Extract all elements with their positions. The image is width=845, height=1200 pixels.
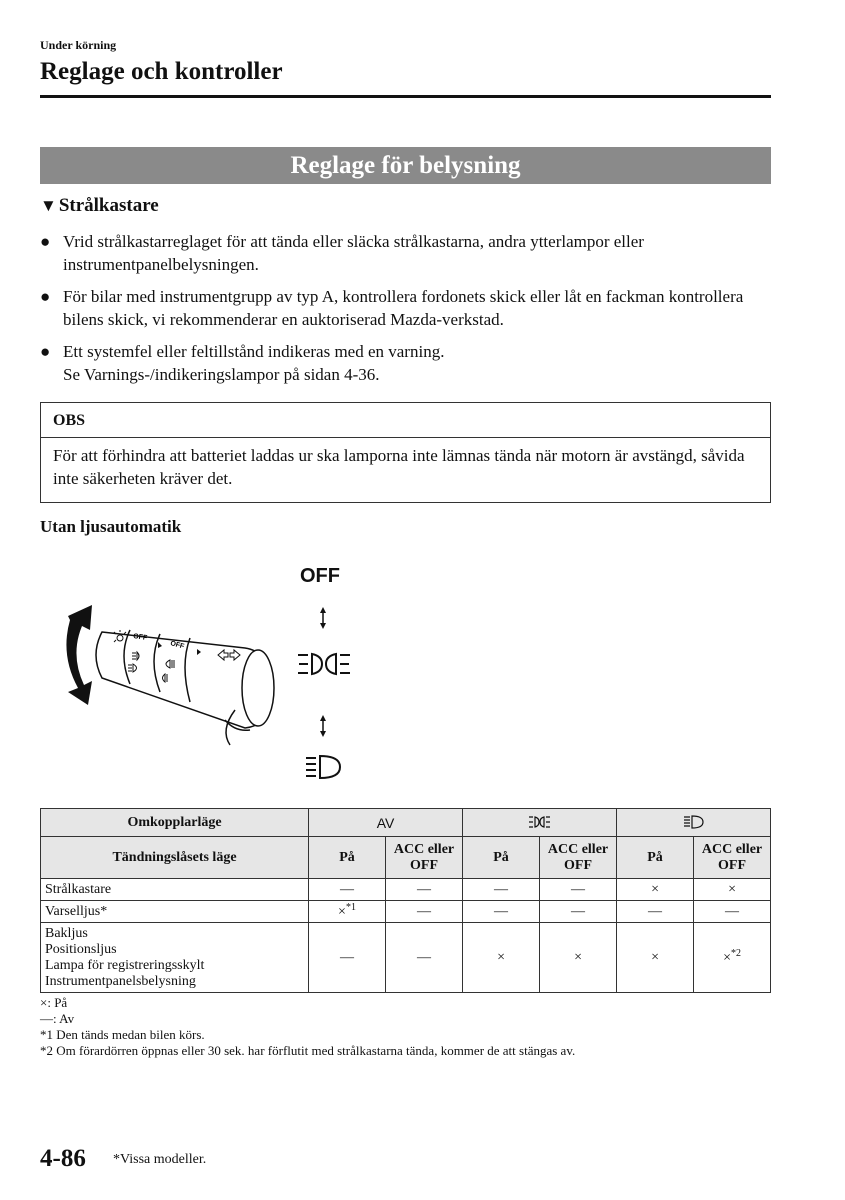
list-item: [40, 230, 775, 276]
legend-on: ×: På: [40, 995, 68, 1010]
headlight-icon: [683, 815, 705, 829]
sub-header: På: [463, 837, 540, 879]
table-cell: —: [386, 879, 463, 901]
list-item: [40, 340, 775, 386]
light-status-table: [40, 808, 771, 993]
bullet-text: Ett systemfel eller feltillstånd indikeras med en varning.: [63, 342, 445, 361]
mode-parking-header: [463, 809, 617, 837]
sub-header: ACC eller OFF: [386, 837, 463, 879]
switch-position-header: Omkopplarläge: [41, 809, 309, 837]
triangle-marker-icon: ▼: [40, 196, 57, 215]
table-row: [41, 923, 771, 993]
table-cell: ×$^{*1}$: [309, 901, 386, 923]
mode-headlight-header: [617, 809, 771, 837]
table-row: [41, 901, 771, 923]
figure-caption: Utan ljusautomatik: [40, 517, 182, 536]
parking-light-icon: [528, 815, 552, 829]
table-cell: —: [386, 923, 463, 993]
legend-off: —: Av: [40, 1011, 75, 1026]
row-label: Bakljus Positionsljus Lampa för registreringsskylt Instrumentpanelsbelysning: [41, 923, 309, 993]
lever-off-label-1: OFF: [132, 633, 148, 642]
table-cell: —: [540, 879, 617, 901]
parking-light-position-icon: [298, 654, 350, 674]
footnote-ref: *1: [345, 902, 356, 914]
breadcrumb: Under körning: [40, 38, 117, 52]
note-text: För att förhindra att batteriet laddas ur ska lamporna inte lämnas tända när motorn är avstängd, såvida inte säkerheten kräver det.: [53, 446, 745, 488]
sub-header: ACC eller OFF: [694, 837, 771, 879]
bullet-icon: ●: [40, 287, 51, 306]
off-position-label: OFF: [300, 565, 340, 587]
table-cell: —: [694, 901, 771, 923]
table-cell: ×: [694, 879, 771, 901]
table-cell: —: [309, 879, 386, 901]
note-box: [40, 402, 771, 503]
footnote-ref: *2: [730, 948, 741, 960]
bullet-list: [40, 230, 775, 395]
rotation-arrow-icon: [66, 605, 92, 705]
lever-body: [96, 630, 274, 745]
table-cell: —: [540, 901, 617, 923]
table-cell: —: [463, 901, 540, 923]
sub-header: På: [617, 837, 694, 879]
lever-off-label-2: OFF: [169, 640, 185, 651]
row-label: Strålkastare: [41, 879, 309, 901]
table-cell: —: [463, 879, 540, 901]
sub-header: På: [309, 837, 386, 879]
list-item: [40, 285, 775, 331]
subsection-heading: [40, 195, 159, 217]
ignition-position-header: Tändningslåsets läge: [41, 837, 309, 879]
section-banner: Reglage för belysning: [40, 147, 771, 184]
table-cell: ×: [617, 923, 694, 993]
page-reference: Se Varnings-/indikeringslampor på sidan 4-36.: [63, 365, 380, 384]
mode-av-header: AV: [309, 809, 463, 837]
bullet-text: För bilar med instrumentgrupp av typ A, kontrollera fordonets skick eller låt en fackman kontrollera bilens skick, vi rekommenderar en auktoriserad Mazda-verkstad.: [63, 287, 744, 329]
table-cell: —: [617, 901, 694, 923]
row-label: Varselljus*: [41, 901, 309, 923]
table-cell: ×$^{*2}$: [694, 923, 771, 993]
footer-note: *Vissa modeller.: [113, 1152, 207, 1167]
page-number: 4-86: [40, 1145, 86, 1172]
table-cell: —: [386, 901, 463, 923]
footnote-1: *1 Den tänds medan bilen körs.: [40, 1027, 205, 1042]
headlight-position-icon: [306, 756, 340, 778]
table-legend: [40, 995, 575, 1059]
table-cell: ×: [617, 879, 694, 901]
bullet-icon: ●: [40, 232, 51, 251]
footnote-2: *2 Om förardörren öppnas eller 30 sek. har förflutit med strålkastarna tända, kommer de att stängas av.: [40, 1043, 576, 1058]
subheading-text: Strålkastare: [58, 195, 159, 216]
page-title: Reglage och kontroller: [40, 58, 283, 85]
headlight-lever-figure: [40, 560, 460, 790]
note-title: OBS: [41, 403, 770, 438]
bullet-icon: ●: [40, 342, 51, 361]
sub-header: ACC eller OFF: [540, 837, 617, 879]
title-divider: [40, 95, 771, 98]
table-row: [41, 879, 771, 901]
table-cell: —: [309, 923, 386, 993]
bullet-text: Vrid strålkastarreglaget för att tända eller släcka strålkastarna, andra ytterlampor eller instrumentpanelbelysningen.: [63, 232, 644, 274]
table-cell: ×: [540, 923, 617, 993]
table-cell: ×: [463, 923, 540, 993]
